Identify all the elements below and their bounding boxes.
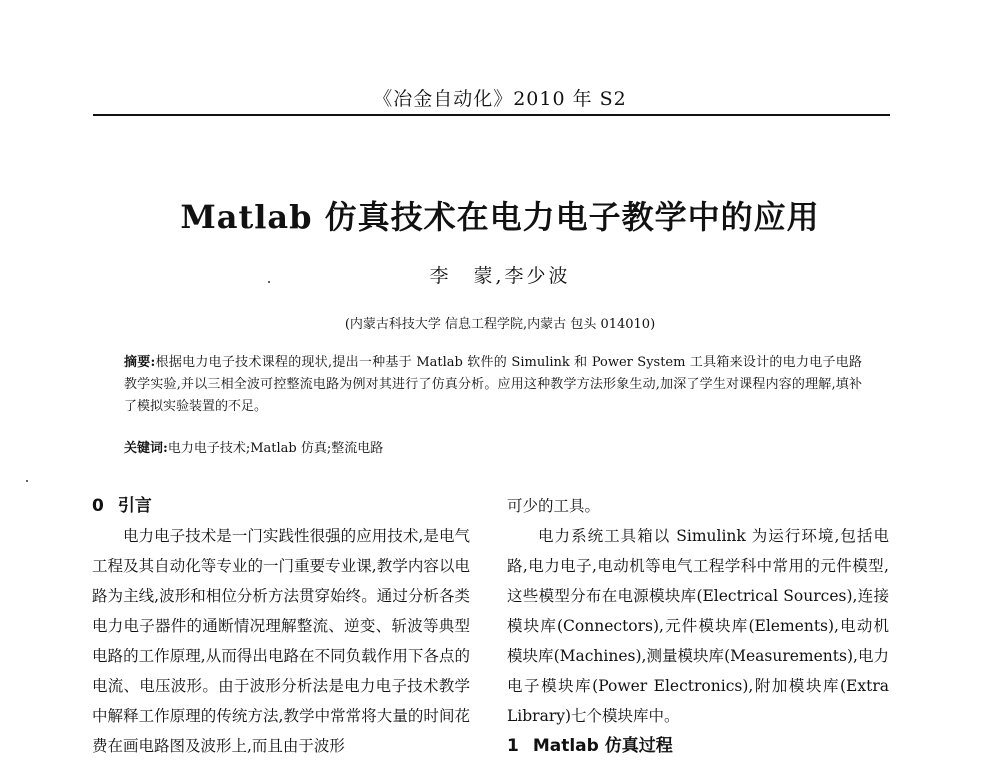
affiliation: (内蒙古科技大学 信息工程学院,内蒙古 包头 014010) <box>344 317 656 332</box>
section-0-title: 引言 <box>117 496 152 516</box>
section-0-heading <box>92 491 470 521</box>
section-1-heading <box>507 731 889 761</box>
scan-speck <box>26 480 28 482</box>
abstract-text: 根据电力电子技术课程的现状,提出一种基于 Matlab 软件的 Simulink 和 Power System 工具箱来设计的电力电子电路教学实验,并以三相全波可控整流电路为例对其进行了仿真分析。应用这种教学方法形象生动,加深了学生对课程内容的理解,填补了模拟实验装置的不足。 <box>124 355 862 414</box>
section-1-number: 1 <box>507 736 519 756</box>
authors: 李 蒙,李少波 <box>429 265 571 287</box>
section-0-number: 0 <box>92 496 104 516</box>
right-column <box>507 491 889 761</box>
scan-speck <box>268 281 270 283</box>
section-1-title: Matlab 仿真过程 <box>532 736 673 756</box>
abstract-label: 摘要: <box>124 355 156 370</box>
keywords <box>124 438 862 460</box>
toolbox-paragraph: 电力系统工具箱以 Simulink 为运行环境,包括电路,电力电子,电动机等电气工程学科中常用的元件模型,这些模型分布在电源模块库(Electrical Sources),连接模块库(Connectors),元件模块库(Elements),电动机模块库(Machines),测量模块库(Measurements),电力电子模块库(Power Electronics),附加模块库(Extra Library)七个模块库中。 <box>507 527 889 725</box>
keywords-label: 关键词: <box>124 441 168 456</box>
paper-title: Matlab 仿真技术在电力电子教学中的应用 <box>180 198 820 236</box>
abstract <box>124 352 862 418</box>
journal-header: 《冶金自动化》2010 年 S2 <box>373 88 627 110</box>
continuation-text: 可少的工具。 <box>507 497 601 515</box>
section-0-paragraph: 电力电子技术是一门实践性很强的应用技术,是电气工程及其自动化等专业的一门重要专业课,教学内容以电路为主线,波形和相位分析方法贯穿始终。通过分析各类电力电子器件的通断情况理解整流、逆变、斩波等典型电路的工作原理,从而得出电路在不同负载作用下各点的电流、电压波形。由于波形分析法是电力电子技术教学中解释工作原理的传统方法,教学中常常将大量的时间花费在画电路图及波形上,而且由于波形 <box>92 527 470 755</box>
keywords-text: 电力电子技术;Matlab 仿真;整流电路 <box>167 441 384 456</box>
header-rule <box>93 114 890 116</box>
left-column <box>92 491 470 761</box>
